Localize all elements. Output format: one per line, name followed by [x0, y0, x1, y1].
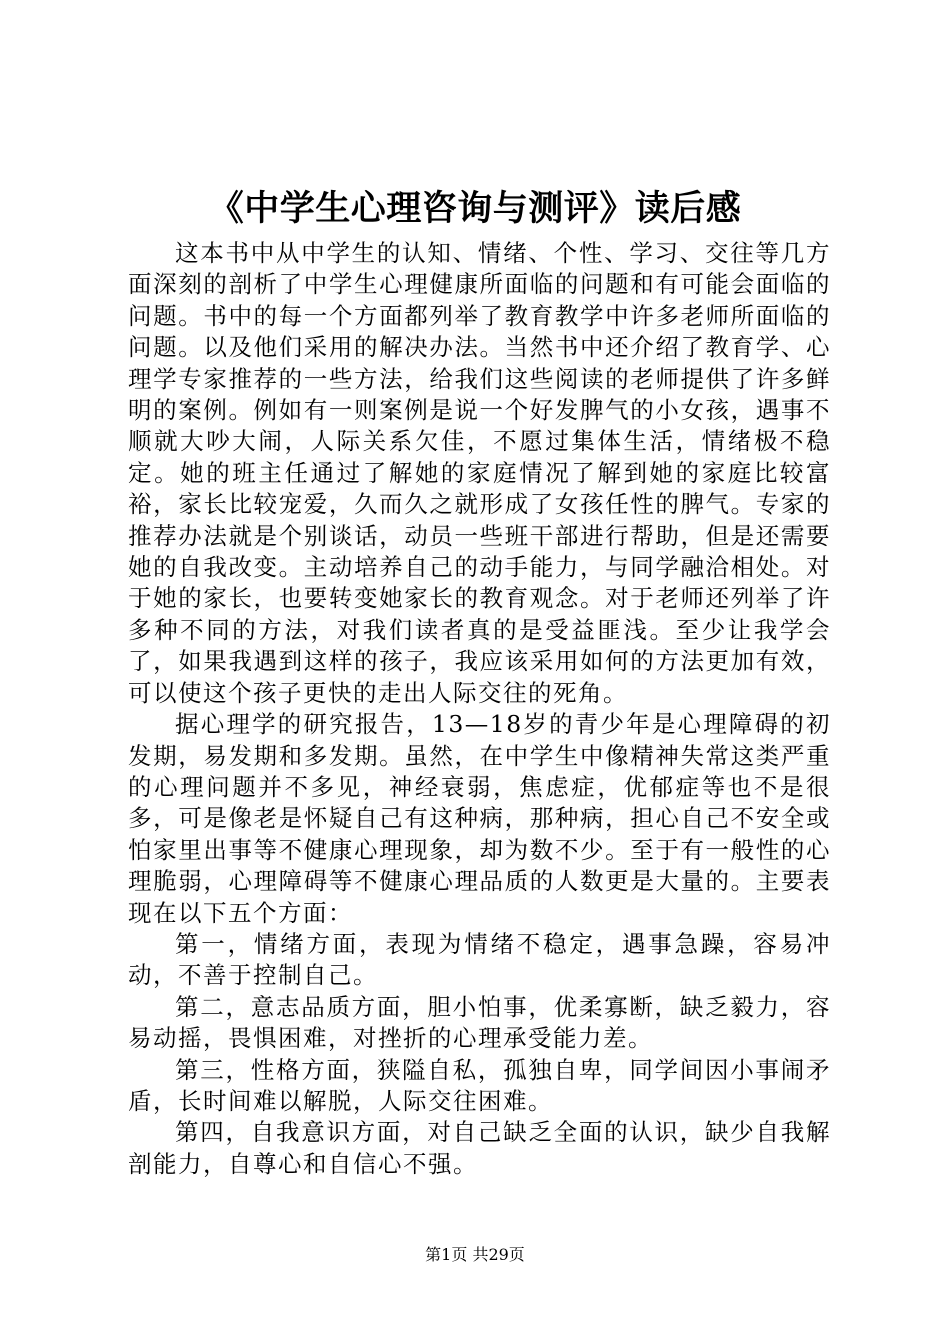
- document-body: [128, 238, 831, 1180]
- page-number-footer: 第1页 共29页: [425, 1245, 525, 1264]
- paragraph-intro: 这本书中从中学生的认知、情绪、个性、学习、交往等几方面深刻的剖析了中学生心理健康所面临的问题和有可能会面临的问题。书中的每一个方面都列举了教育教学中许多老师所面临的问题。以及他们采用的解决办法。当然书中还介绍了教育学、心理学专家推荐的一些方法，给我们这些阅读的老师提供了许多鲜明的案例。例如有一则案例是说一个好发脾气的小女孩，遇事不顺就大吵大闹，人际关系欠佳，不愿过集体生活，情绪极不稳定。她的班主任通过了解她的家庭情况了解到她的家庭比较富裕，家长比较宠爱，久而久之就形成了女孩任性的脾气。专家的推荐办法就是个别谈话，动员一些班干部进行帮助，但是还需要她的自我改变。主动培养自己的动手能力，与同学融洽相处。对于她的家长，也要转变她家长的教育观念。对于老师还列举了许多种不同的方法，对我们读者真的是受益匪浅。至少让我学会了，如果我遇到这样的孩子，我应该采用如何的方法更加有效，可以使这个孩子更快的走出人际交往的死角。: [128, 239, 831, 707]
- paragraph-point-3: 第三，性格方面，狭隘自私，孤独自卑，同学间因小事闹矛盾，长时间难以解脱，人际交往困难。: [128, 1055, 831, 1115]
- paragraph-point-1: 第一，情绪方面，表现为情绪不稳定，遇事急躁，容易冲动，不善于控制自己。: [128, 929, 831, 990]
- paragraph-research: 据心理学的研究报告，13—18岁的青少年是心理障碍的初发期，易发期和多发期。虽然，在中学生中像精神失常这类严重的心理问题并不多见，神经衰弱，焦虑症，优郁症等也不是很多，可是像老是怀疑自己有这种病，那种病，担心自己不安全或怕家里出事等不健康心理现象，却为数不少。至于有一般性的心理脆弱，心理障碍等不健康心理品质的人数更是大量的。主要表现在以下五个方面：: [128, 710, 831, 927]
- paragraph-point-4: 第四，自我意识方面，对自己缺乏全面的认识，缺少自我解剖能力，自尊心和自信心不强。: [128, 1118, 831, 1178]
- paragraph-point-2: 第二，意志品质方面，胆小怕事，优柔寡断，缺乏毅力，容易动摇，畏惧困难，对挫折的心理承受能力差。: [128, 992, 831, 1053]
- document-title: 《中学生心理咨询与测评》读后感: [208, 188, 742, 229]
